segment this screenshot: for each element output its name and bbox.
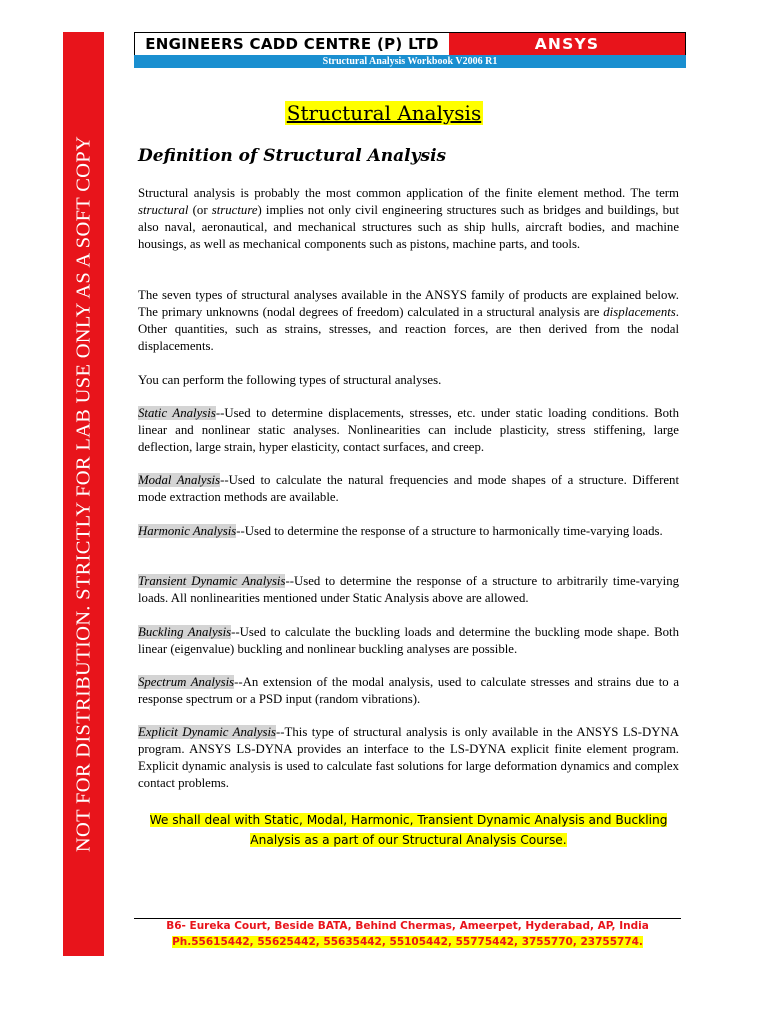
course-note-text: We shall deal with Static, Modal, Harmonic, Transient Dynamic Analysis and Buckling Analysis as a part of our Structural Analysis Course. [149, 813, 668, 847]
analysis-term: Harmonic Analysis [138, 524, 237, 538]
analysis-term: Explicit Dynamic Analysis [138, 725, 277, 739]
section-heading: Definition of Structural Analysis [138, 146, 447, 166]
analysis-description: --Used to determine the response of a structure to arbitrarily time-varying loads. All nonlinearities mentioned under Static Analysis above are allowed. [138, 574, 679, 605]
product-name: ANSYS [449, 33, 685, 55]
analysis-item-harmonic [138, 523, 679, 540]
footer-divider [134, 918, 681, 919]
page-title-row [0, 101, 768, 125]
side-watermark-banner [63, 32, 104, 956]
paragraph-types [138, 287, 679, 355]
analysis-term: Buckling Analysis [138, 625, 232, 639]
footer-address: B6- Eureka Court, Beside BATA, Behind Chermas, Ameerpet, Hyderabad, AP, India [166, 920, 649, 932]
analysis-term: Modal Analysis [138, 473, 221, 487]
analysis-description: --An extension of the modal analysis, used to calculate stresses and strains due to a response spectrum or a PSD input (random vibrations). [138, 675, 679, 706]
analysis-term: Transient Dynamic Analysis [138, 574, 286, 588]
analysis-item-buckling [138, 624, 679, 658]
analysis-term: Spectrum Analysis [138, 675, 235, 689]
analysis-item-modal [138, 472, 679, 506]
analysis-description: --This type of structural analysis is only available in the ANSYS LS-DYNA program. ANSYS LS-DYNA provides an interface to the LS-DYNA explicit finite element program. Explicit dynamic analysis is used to calculate fast solutions for large deformation dynamics and complex contact problems. [138, 725, 679, 790]
document-header [134, 32, 686, 56]
analysis-description: --Used to determine the response of a structure to harmonically time-varying loads. [236, 524, 663, 538]
analysis-item-transient [138, 573, 679, 607]
footer-phones: Ph.55615442, 55625442, 55635442, 55105442, 55775442, 3755770, 23755774. [172, 936, 643, 948]
text-run: (or [188, 203, 212, 217]
analysis-item-spectrum [138, 674, 679, 708]
company-name: ENGINEERS CADD CENTRE (P) LTD [135, 33, 449, 55]
analysis-item-explicit [138, 724, 679, 792]
paragraph-definition [138, 185, 679, 253]
side-watermark-text: NOT FOR DISTRIBUTION. STRICTLY FOR LAB USE ONLY AS A SOFT COPY [72, 135, 94, 853]
italic-run: displacements [603, 305, 676, 319]
text-run: ) implies not only civil engineering structures such as bridges and buildings, but also naval, aeronautical, and mechanical structures such as ship hulls, aircraft bodies, and machine housings, as well as mechanical components such as pistons, machine parts, and tools. [138, 203, 679, 251]
page-title: Structural Analysis [286, 101, 482, 125]
workbook-subtitle: Structural Analysis Workbook V2006 R1 [134, 55, 686, 68]
analysis-term: Static Analysis [138, 406, 216, 420]
analysis-item-static [138, 405, 679, 456]
italic-run: structure [211, 203, 258, 217]
course-note [138, 810, 679, 850]
footer-phones-row [134, 936, 681, 948]
analysis-description: --Used to calculate the buckling loads and determine the buckling mode shape. Both linear (eigenvalue) buckling and nonlinear buckling analyses are possible. [138, 625, 679, 656]
italic-run: structural [138, 203, 189, 217]
paragraph-intro: You can perform the following types of structural analyses. [138, 373, 442, 387]
text-run: . Other quantities, such as strains, stresses, and reaction forces, are then derived from the nodal displacements. [138, 305, 679, 353]
text-run: The seven types of structural analyses available in the ANSYS family of products are explained below. The primary unknowns (nodal degrees of freedom) calculated in a structural analysis are [138, 288, 679, 319]
analysis-description: --Used to determine displacements, stresses, etc. under static loading conditions. Both linear and nonlinear static analyses. Nonlinearities can include plasticity, stress stiffening, large deflection, large strain, hyper elasticity, contact surfaces, and creep. [138, 406, 680, 454]
analysis-description: --Used to calculate the natural frequencies and mode shapes of a structure. Different mode extraction methods are available. [138, 473, 679, 504]
text-run: Structural analysis is probably the most common application of the finite element method. The term [138, 186, 679, 200]
